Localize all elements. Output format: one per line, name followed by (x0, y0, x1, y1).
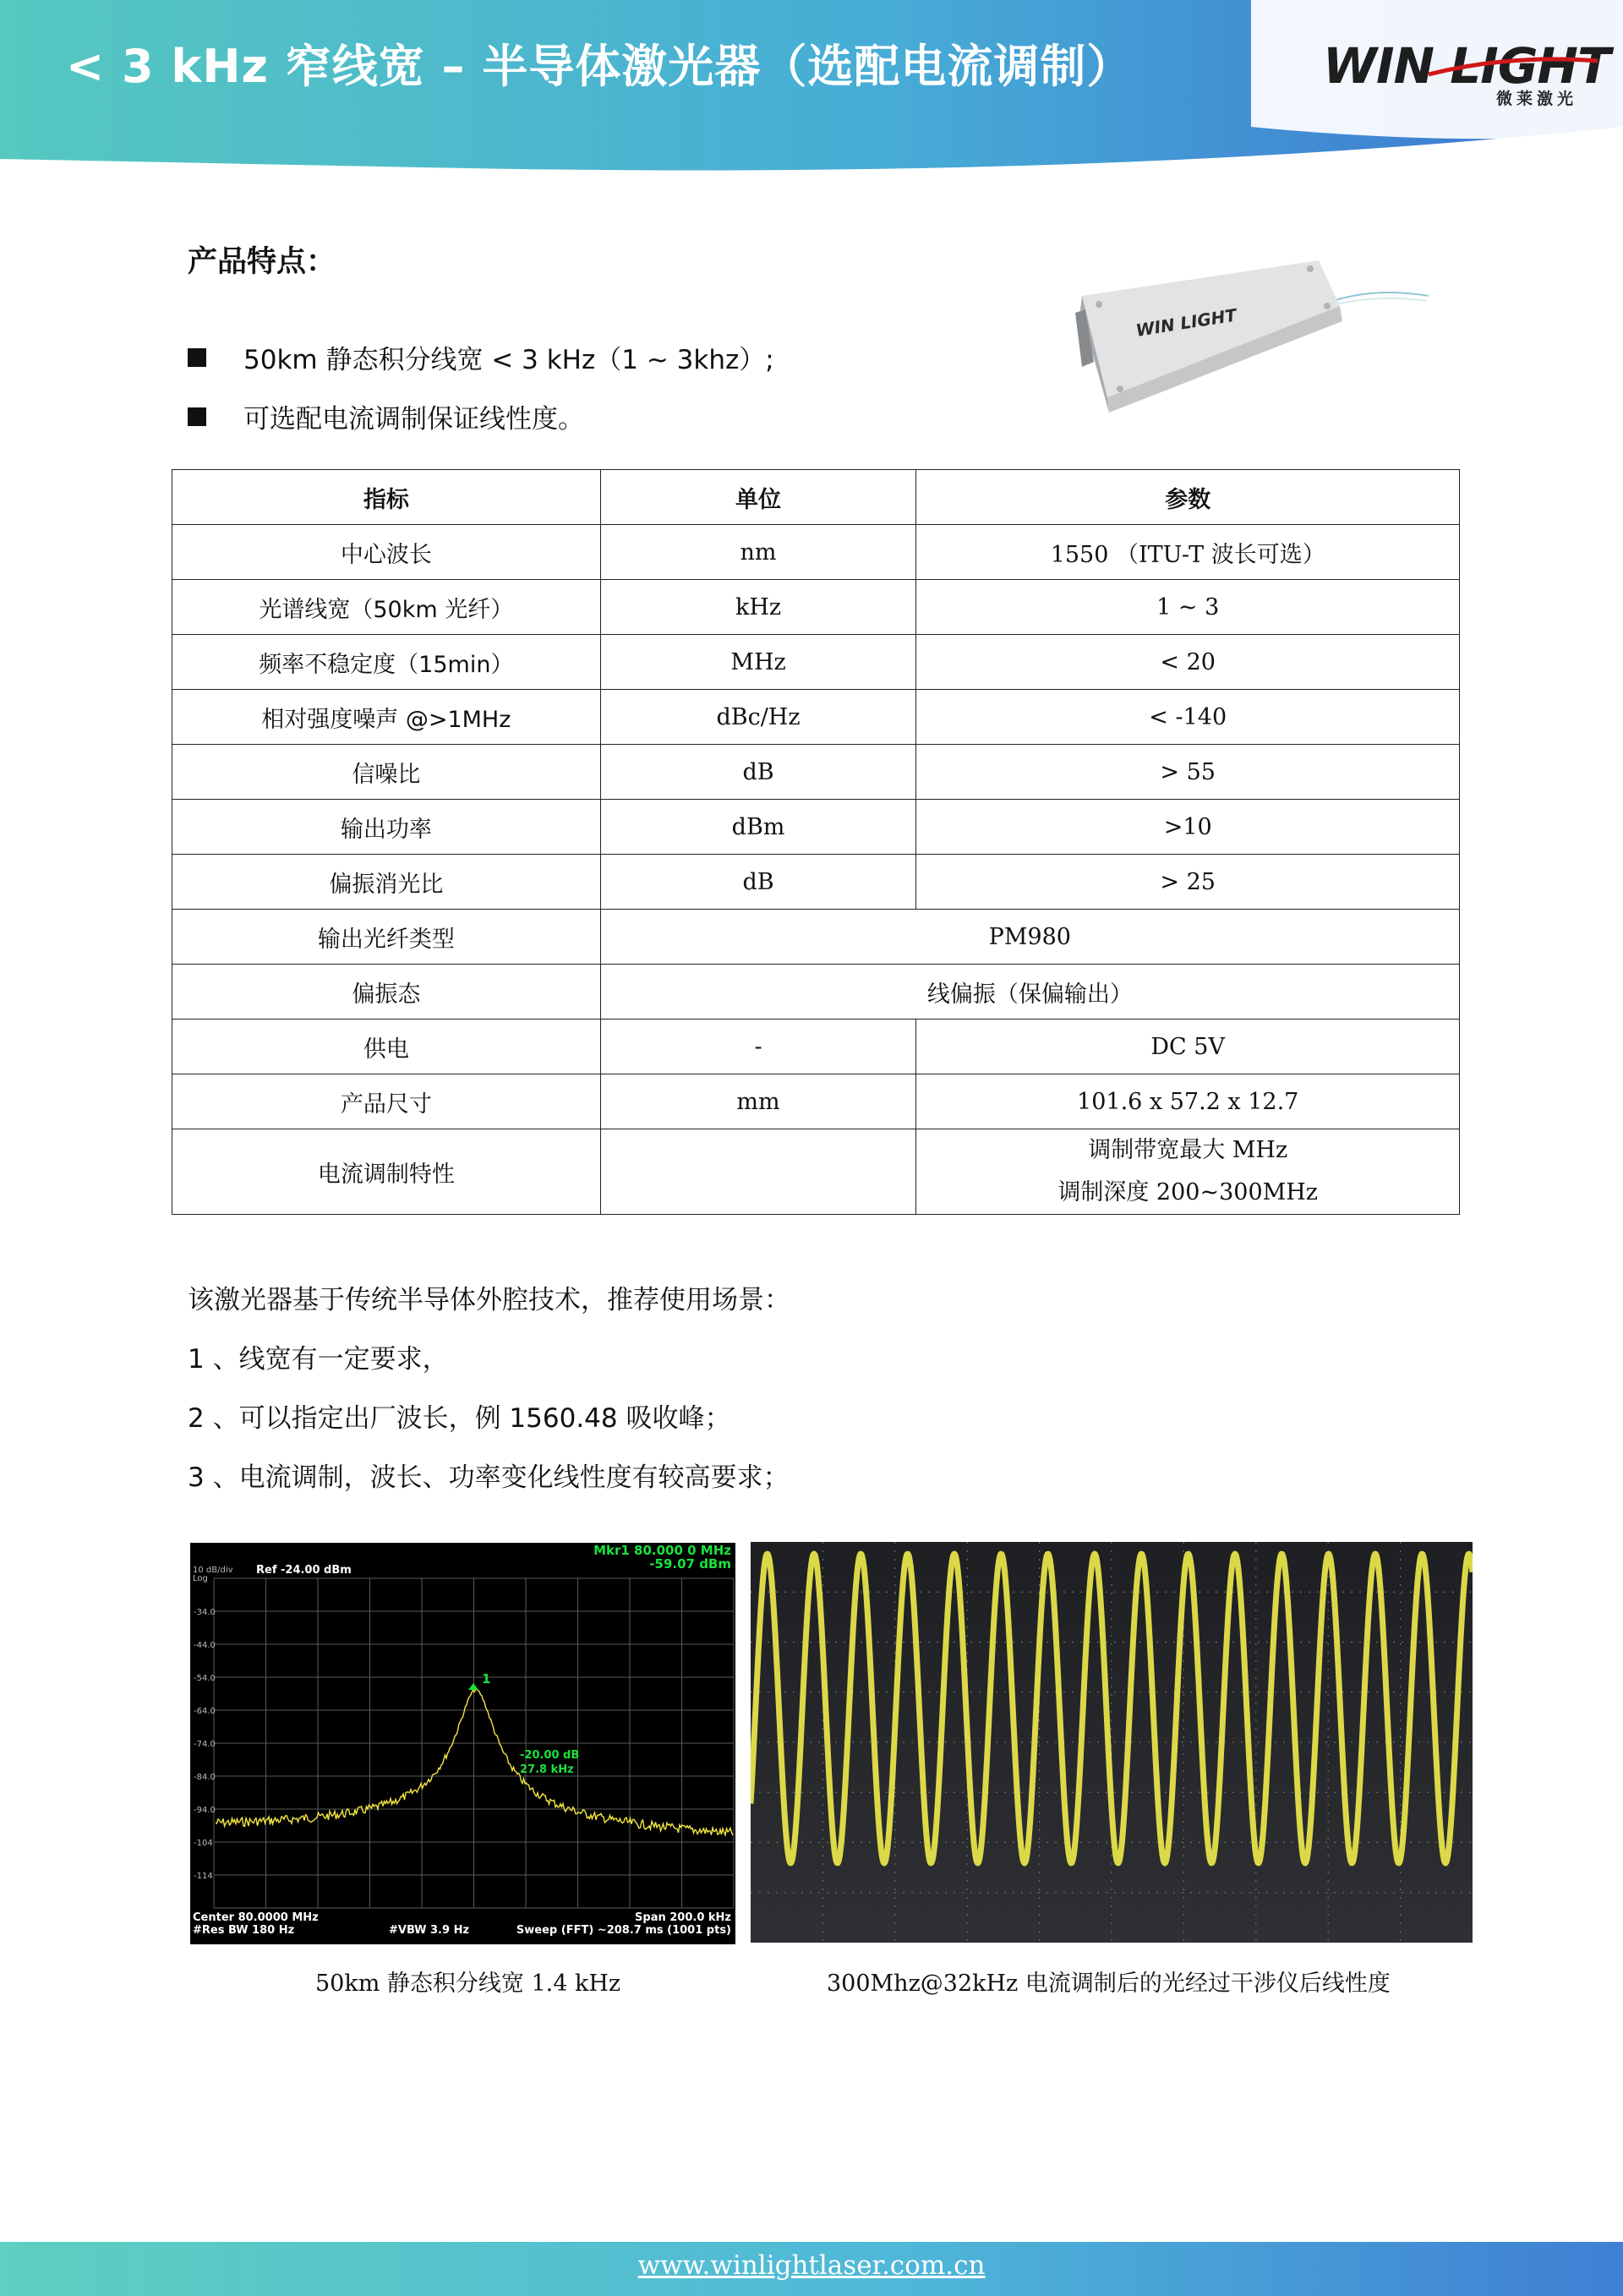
feature-item: 可选配电流调制保证线性度。 (188, 397, 584, 435)
resolution-bandwidth: #Res BW 180 Hz (193, 1924, 295, 1937)
y-tick-label: -34.0 (194, 1608, 216, 1617)
website-link[interactable]: www.winlightlaser.com.cn (637, 2250, 986, 2281)
spectrum-caption: 50km 静态积分线宽 1.4 kHz (315, 1971, 621, 1997)
table-header-row (172, 470, 1460, 525)
video-bandwidth: #VBW 3.9 Hz (389, 1924, 470, 1937)
table-row: 相对强度噪声 @>1MHz dBc/Hz < -140 (172, 690, 1460, 745)
y-tick-labels (194, 1608, 216, 1881)
marker-level: -59.07 dBm (649, 1556, 731, 1572)
usage-item: 2 、可以指定出厂波长，例 1560.48 吸收峰； (188, 1403, 731, 1434)
oscilloscope-photo (751, 1542, 1473, 1943)
product-photo (1057, 254, 1429, 423)
product-label: WIN LIGHT (1134, 304, 1238, 341)
square-bullet-icon (188, 348, 206, 367)
delta-bandwidth: 27.8 kHz (520, 1763, 574, 1776)
center-frequency: Center 80.0000 MHz (193, 1911, 319, 1924)
table-row: 输出功率 dBm >10 (172, 800, 1460, 855)
spec-table (172, 469, 1460, 1215)
y-tick-label: -44.0 (194, 1641, 216, 1650)
features-title: 产品特点： (188, 245, 336, 279)
logo-wordmark: WIN LIGHT (1323, 37, 1610, 95)
usage-item: 1 、线宽有一定要求， (188, 1344, 449, 1375)
table-row: 信噪比 dB > 55 (172, 745, 1460, 800)
marker-number: 1 (482, 1671, 491, 1686)
usage-item: 3 、电流调制，波长、功率变化线性度有较高要求； (188, 1462, 790, 1493)
table-row-size: 产品尺寸 mm 101.6 x 57.2 x 12.7 (172, 1074, 1460, 1129)
table-row: 光谱线宽（50km 光纤） kHz 1 ~ 3 (172, 580, 1460, 635)
delta-level: -20.00 dB (520, 1749, 580, 1762)
table-row-polarization: 偏振态 线偏振（保偏输出） (172, 965, 1460, 1020)
logo-subtitle: 微莱激光 (1496, 90, 1578, 108)
table-row: 中心波长 nm 1550 （ITU-T 波长可选） (172, 525, 1460, 580)
modulation-depth: 调制深度 200~300MHz (1057, 1179, 1319, 1205)
y-tick-label: -94.0 (194, 1806, 216, 1815)
logo-swoosh-icon (1424, 54, 1602, 79)
sweep-time: Sweep (FFT) ~208.7 ms (1001 pts) (516, 1924, 731, 1937)
column-header: 单位 (600, 470, 916, 525)
y-tick-label: -64.0 (194, 1707, 216, 1716)
y-tick-label: -54.0 (194, 1674, 216, 1683)
modulation-bandwidth: 调制带宽最大 MHz (1088, 1137, 1288, 1163)
scope-caption: 300Mhz@32kHz 电流调制后的光经过干涉仪后线性度 (827, 1971, 1391, 1997)
table-row: 频率不稳定度（15min） MHz < 20 (172, 635, 1460, 690)
marker-frequency: Mkr1 80.000 0 MHz (593, 1543, 731, 1558)
y-tick-label: -74.0 (194, 1740, 216, 1749)
table-row-power: 供电 - DC 5V (172, 1020, 1460, 1074)
page-header (0, 0, 1623, 178)
column-header: 指标 (172, 470, 601, 525)
feature-item: 50km 静态积分线宽 < 3 kHz（1 ~ 3khz）; (188, 338, 774, 376)
page-title: < 3 kHz 窄线宽 – 半导体激光器（选配电流调制） (66, 40, 1134, 93)
y-tick-label: -114 (194, 1872, 213, 1881)
table-row-modulation: 电流调制特性 调制带宽最大 MHz 调制深度 200~300MHz (172, 1129, 1460, 1215)
usage-intro: 该激光器基于传统半导体外腔技术，推荐使用场景： (188, 1285, 790, 1315)
ref-level: Ref -24.00 dBm (256, 1564, 352, 1577)
square-bullet-icon (188, 407, 206, 426)
table-row: 偏振消光比 dB > 25 (172, 855, 1460, 910)
spectrum-analyzer-screenshot (190, 1543, 735, 1944)
y-tick-label: -104 (194, 1839, 213, 1848)
page-footer (0, 2242, 1623, 2296)
table-row-fiber: 输出光纤类型 PM980 (172, 910, 1460, 965)
column-header: 参数 (916, 470, 1460, 525)
span: Span 200.0 kHz (635, 1911, 731, 1924)
y-tick-label: -84.0 (194, 1773, 216, 1782)
brand-logo (1323, 37, 1610, 113)
log-label: Log (193, 1574, 208, 1583)
scale-label: 10 dB/div (193, 1566, 233, 1575)
